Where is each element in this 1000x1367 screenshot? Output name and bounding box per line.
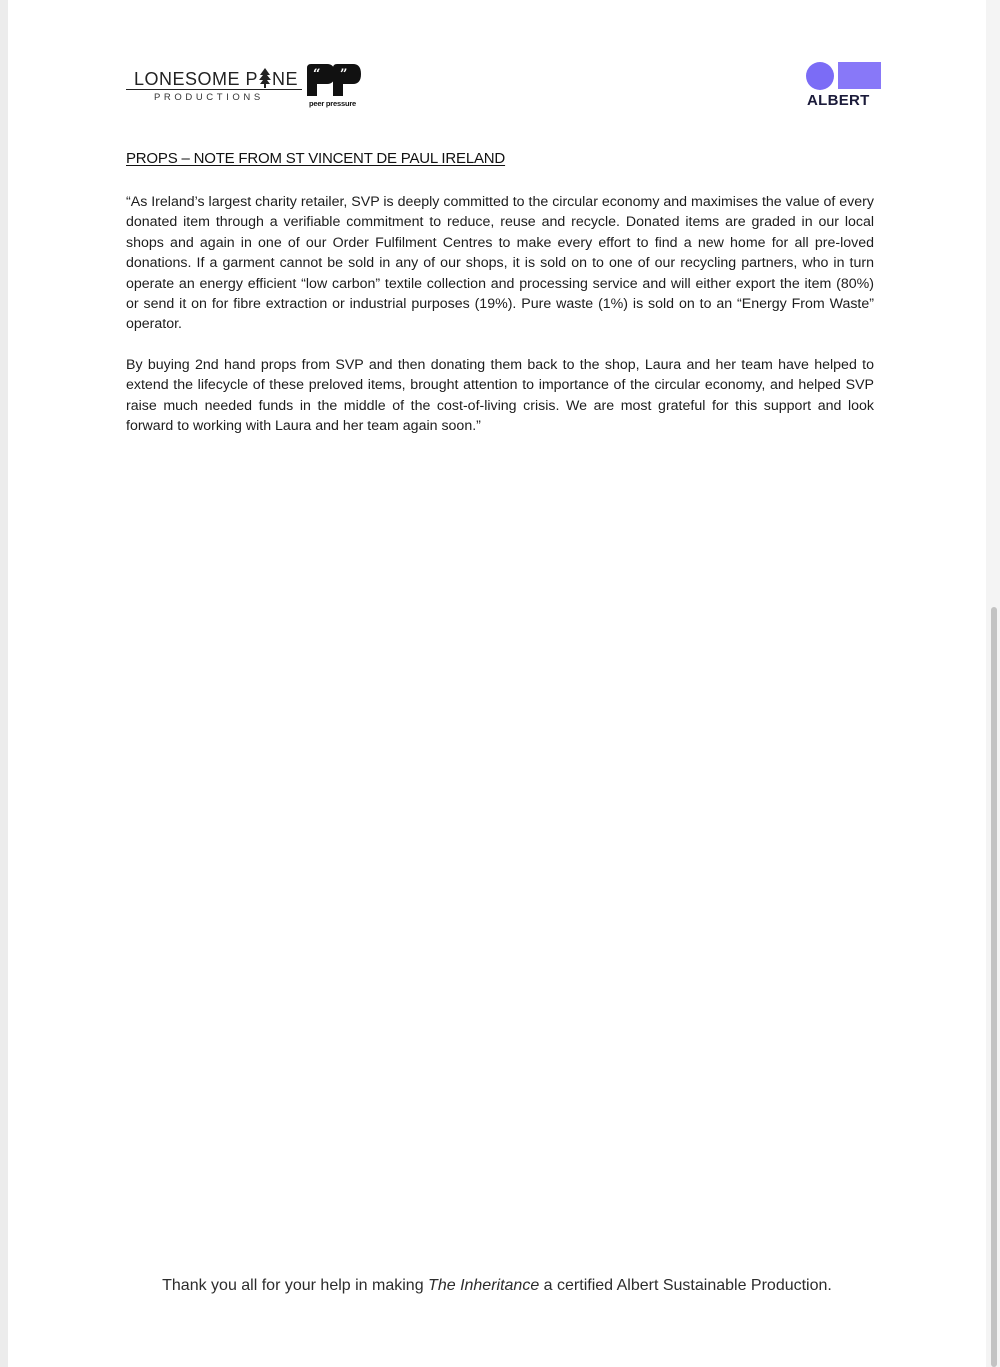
page-title: PROPS – NOTE FROM ST VINCENT DE PAUL IRELAND xyxy=(126,150,506,167)
pine-tree-icon xyxy=(258,68,272,88)
lonesome-pine-logo xyxy=(126,58,298,106)
svg-text:“: “ xyxy=(313,67,321,82)
paragraph-svp-statement: “As Ireland’s largest charity retailer, SVP is deeply committed to the circular economy and maximises the value of every donated item through a verifiable commitment to reduce, reuse and recycle. Donated items are graded in our local shops and again in one of our Order Fulfilment Centres to make every effort to find a new home for all pre-loved donations. If a garment cannot be sold in any of our shops, it is sold on to one of our recycling partners, who in turn operate an energy efficient “low carbon” textile collection and processing service and will either export the item (80%) or send it on for fibre extraction or industrial purposes (19%). Pure waste (1%) is sold on to an “Energy From Waste” operator. xyxy=(126,194,874,333)
footer-text-before: Thank you all for your help in making xyxy=(162,1277,429,1294)
lonesome-pine-name-part2: NE xyxy=(272,69,299,89)
albert-wordmark: ALBERT xyxy=(807,92,870,109)
svg-text:”: ” xyxy=(340,67,348,82)
albert-logo xyxy=(800,60,890,110)
footer-production-title: The Inheritance xyxy=(428,1277,540,1294)
lonesome-pine-rule xyxy=(126,89,302,90)
scrollbar-thumb[interactable] xyxy=(991,607,997,1367)
footer-text-after: a certified Albert Sustainable Production. xyxy=(539,1277,832,1294)
peer-pressure-mark-icon xyxy=(303,62,365,100)
document-page xyxy=(8,0,986,1367)
lonesome-pine-subtitle: PRODUCTIONS xyxy=(154,92,264,103)
vertical-scrollbar[interactable] xyxy=(986,0,1000,1367)
albert-shapes-icon xyxy=(800,60,890,92)
paragraph-props-thanks: By buying 2nd hand props from SVP and then donating them back to the shop, Laura and her team have helped to extend the lifecycle of these preloved items, brought attention to importance of the circular economy, and helped SVP raise much needed funds in the middle of the cost-of-living crisis. We are most grateful for this support and look forward to working with Laura and her team again soon.” xyxy=(126,357,874,435)
lonesome-pine-name-part1: LONESOME P xyxy=(134,69,259,89)
peer-pressure-logo xyxy=(303,62,373,108)
peer-pressure-tagline: peer pressure xyxy=(309,99,357,108)
footer-thanks xyxy=(8,1277,986,1295)
lonesome-pine-wordmark xyxy=(134,68,298,90)
